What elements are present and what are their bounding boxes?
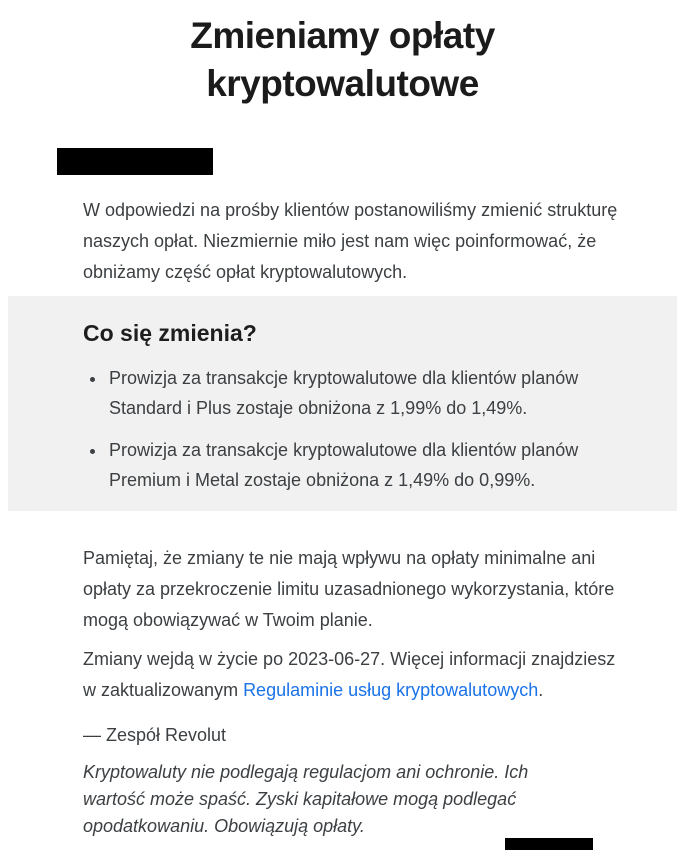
disclaimer-paragraph: Kryptowaluty nie podlegają regulacjom ani ochronie. Ich wartość może spaść. Zyski kapitałowe mogą podlegać opodatkowaniu. Obowiązują opłaty. <box>83 762 529 836</box>
page-title-line1: Zmieniamy opłaty <box>190 15 495 56</box>
changes-box <box>8 296 677 511</box>
list-item-premium-metal-fee: • Prowizja za transakcje kryptowalutowe dla klientów planów Premium i Metal zostaje obniżona z 1,49% do 0,99%. <box>107 435 617 495</box>
redacted-logo-bar <box>57 148 213 175</box>
email-body <box>0 195 685 288</box>
crypto-terms-link[interactable]: Regulaminie usług kryptowalutowych <box>243 680 539 700</box>
page-title <box>30 12 655 108</box>
page-title-line2: kryptowalutowe <box>206 63 479 104</box>
effective-text-after-link: . <box>538 680 544 700</box>
email-body-lower <box>0 543 685 840</box>
signature: — Zespół Revolut <box>83 725 227 745</box>
list-item-standard-plus-fee: • Prowizja za transakcje kryptowalutowe dla klientów planów Standard i Plus zostaje obniżona z 1,99% do 1,49%. <box>107 363 617 423</box>
redacted-footer-bar <box>505 838 593 850</box>
changes-list <box>83 363 617 495</box>
reminder-paragraph: Pamiętaj, że zmiany te nie mają wpływu na opłaty minimalne ani opłaty za przekroczenie limitu uzasadnionego wykorzystania, które mogą obowiązywać w Twoim planie. <box>83 548 615 630</box>
effective-date-paragraph <box>83 644 623 706</box>
intro-paragraph: W odpowiedzi na prośby klientów postanowiliśmy zmienić strukturę naszych opłat. Niezmiernie miło jest nam więc poinformować, że obniżamy część opłat kryptowalutowych. <box>83 200 618 282</box>
changes-heading: Co się zmienia? <box>83 320 257 346</box>
effective-text-before-link: Zmiany wejdą w życie po 2023-06-27. Więcej informacji znajdziesz w zaktualizowanym <box>83 649 616 700</box>
